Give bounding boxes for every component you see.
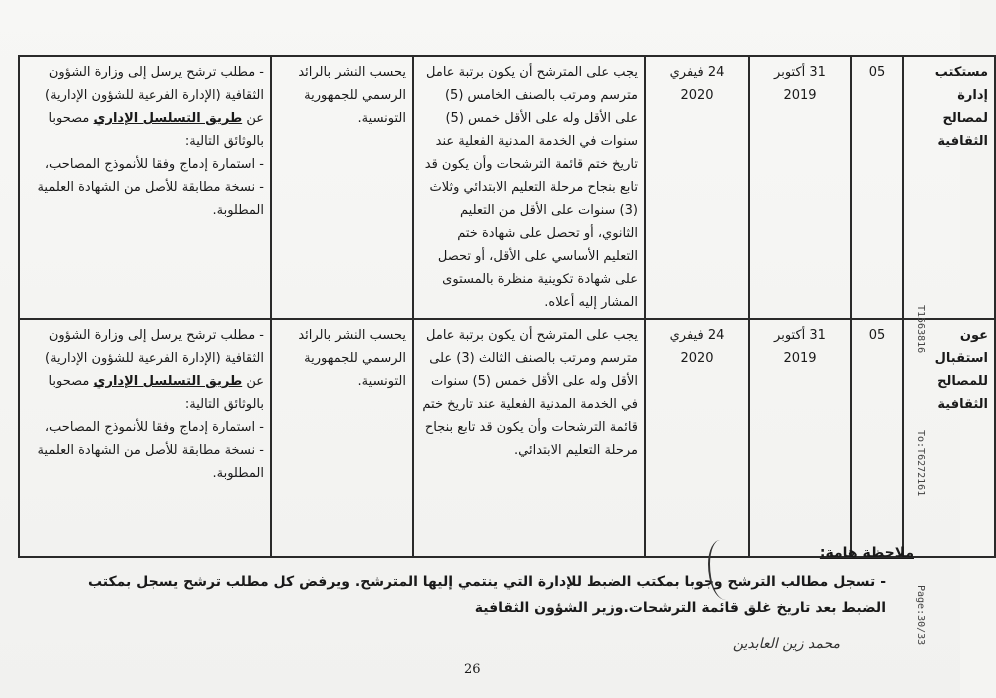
publication-note: يحسب النشر بالرائد الرسمي للجمهورية التونسية. xyxy=(271,56,413,319)
file-underlined: طريق التسلسل الإداري xyxy=(93,111,243,126)
positions-table xyxy=(18,55,996,558)
minister-signature: محمد زين العابدين xyxy=(732,636,840,652)
table-row xyxy=(19,56,995,319)
close-date: 24 فيفري 2020 xyxy=(645,56,749,319)
position-title: مستكتب إدارة لمصالح الثقافية xyxy=(903,56,995,319)
page-number: 26 xyxy=(464,662,481,677)
fax-page: Page:30/33 xyxy=(915,585,926,646)
open-date: 31 أكتوبر 2019 xyxy=(749,56,851,319)
file-intro: - مطلب ترشح يرسل إلى وزارة الشؤون الثقافية (الإدارة الفرعية للشؤون الإدارية) عن xyxy=(45,328,264,389)
file-item: - نسخة مطابقة للأصل من الشهادة العلمية المطلوبة. xyxy=(37,443,264,481)
open-date: 31 أكتوبر 2019 xyxy=(749,319,851,557)
application-file xyxy=(19,319,271,557)
file-after: مصحوبا بالوثائق التالية: xyxy=(48,374,264,412)
eligibility-conditions: يجب على المترشح أن يكون برتبة عامل مترسم ومرتب بالصنف الثالث (3) على الأقل وله على الأقل خمس (5) سنوات في الخدمة المدنية الفعلية عند تاريخ ختم قائمة الترشحات وأن يكون قد تابع بنجاح مرحلة التعليم الابتدائي. xyxy=(413,319,645,557)
position-title: عون استقبال للمصالح الثقافية xyxy=(903,319,995,557)
file-item: - نسخة مطابقة للأصل من الشهادة العلمية المطلوبة. xyxy=(37,180,264,218)
fax-to: To:T6272161 xyxy=(915,430,926,497)
application-file xyxy=(19,56,271,319)
file-intro: - مطلب ترشح يرسل إلى وزارة الشؤون الثقافية (الإدارة الفرعية للشؤون الإدارية) عن xyxy=(45,65,264,126)
positions-count: 05 xyxy=(851,319,903,557)
note-title: ملاحظة هامة: xyxy=(819,545,914,561)
important-note xyxy=(54,545,914,621)
publication-note: يحسب النشر بالرائد الرسمي للجمهورية التونسية. xyxy=(271,319,413,557)
file-after: مصحوبا بالوثائق التالية: xyxy=(48,111,264,149)
positions-count: 05 xyxy=(851,56,903,319)
file-item: - استمارة إدماج وفقا للأنموذج المصاحب، xyxy=(44,157,264,172)
close-date: 24 فيفري 2020 xyxy=(645,319,749,557)
file-underlined: طريق التسلسل الإداري xyxy=(93,374,243,389)
file-item: - استمارة إدماج وفقا للأنموذج المصاحب، xyxy=(44,420,264,435)
note-body: - تسجل مطالب الترشح وجوبا بمكتب الضبط للإدارة التي ينتمي إليها المترشح. ويرفض كل مطلب ترشح يسجل بمكتب الضبط بعد تاريخ غلق قائمة الترشحات.وزير الشؤون الثقافية xyxy=(87,574,886,616)
fax-id: T1563816 xyxy=(915,305,926,354)
eligibility-conditions: يجب على المترشح أن يكون برتبة عامل مترسم ومرتب بالصنف الخامس (5) على الأقل وله على الأقل خمس (5) سنوات في الخدمة المدنية الفعلية عند تاريخ ختم قائمة الترشحات وأن يكون قد تابع بنجاح مرحلة التعليم الابتدائي وثلاث (3) سنوات على الأقل من التعليم الثانوي، أو تحصل على شهادة ختم التعليم الأساسي على الأقل، أو تحصل على شهادة تكوينية منظرة بالمستوى المشار إليه أعلاه. xyxy=(413,56,645,319)
table-row xyxy=(19,319,995,557)
